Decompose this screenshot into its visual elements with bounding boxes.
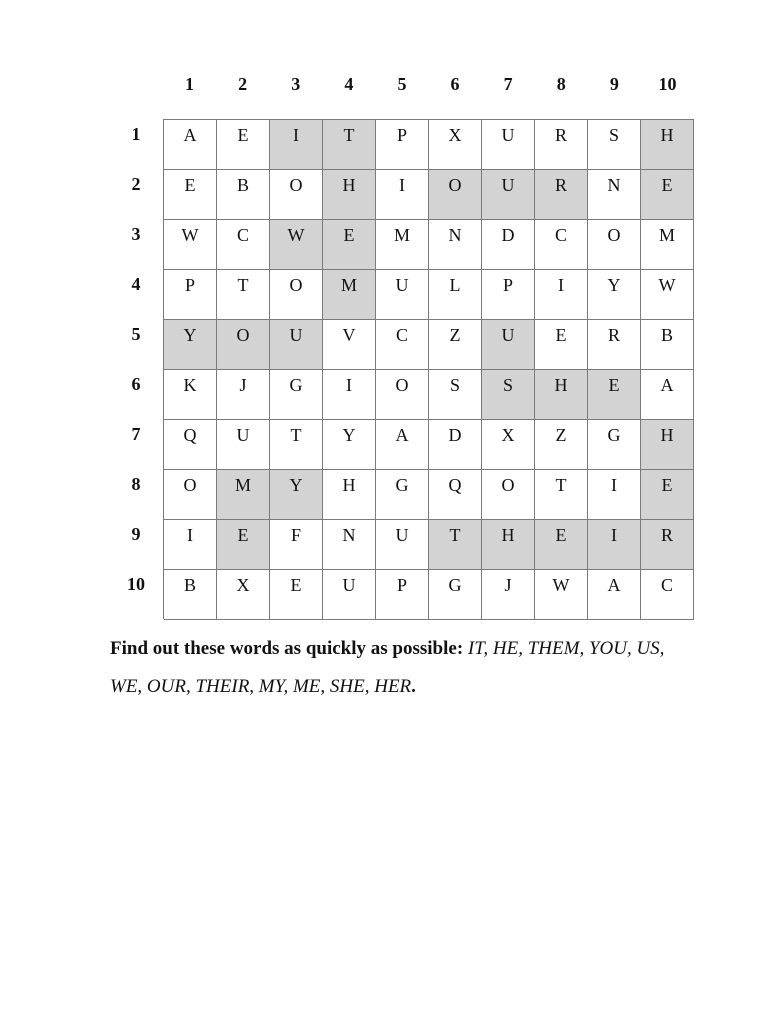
grid-cell-r9-c2: E — [217, 520, 270, 570]
instruction-period: . — [411, 676, 416, 697]
grid-cell-r7-c7: X — [482, 420, 535, 470]
grid-cell-r9-c9: I — [588, 520, 641, 570]
grid-cell-r3-c10: M — [641, 220, 694, 270]
grid-cell-r6-c2: J — [217, 370, 270, 420]
grid-cell-r4-c10: W — [641, 270, 694, 320]
row-header-5: 5 — [131, 324, 141, 344]
grid-cell-r6-c6: S — [429, 370, 482, 420]
grid-cell-r2-c9: N — [588, 170, 641, 220]
grid-cell-r3-c9: O — [588, 220, 641, 270]
grid-cell-r4-c1: P — [164, 270, 217, 320]
grid-cell-r6-c8: H — [535, 370, 588, 420]
grid-cell-r9-c6: T — [429, 520, 482, 570]
grid-cell-r4-c5: U — [376, 270, 429, 320]
grid-cell-r2-c2: B — [217, 170, 270, 220]
grid-cell-r1-c9: S — [588, 120, 641, 170]
grid-cell-r1-c1: A — [164, 120, 217, 170]
row-header-6: 6 — [131, 374, 141, 394]
grid-cell-r1-c7: U — [482, 120, 535, 170]
grid-cell-r4-c6: L — [429, 270, 482, 320]
grid-cell-r7-c9: G — [588, 420, 641, 470]
column-header-10: 10 — [658, 74, 677, 94]
grid-cell-r2-c3: O — [270, 170, 323, 220]
grid-cell-r5-c1: Y — [164, 320, 217, 370]
grid-cell-r8-c9: I — [588, 470, 641, 520]
grid-cell-r6-c7: S — [482, 370, 535, 420]
grid-cell-r5-c8: E — [535, 320, 588, 370]
row-header-8: 8 — [131, 474, 141, 494]
row-header-2: 2 — [131, 174, 141, 194]
row-header-1: 1 — [131, 124, 141, 144]
grid-cell-r7-c8: Z — [535, 420, 588, 470]
grid-cell-r4-c9: Y — [588, 270, 641, 320]
column-header-2: 2 — [238, 74, 248, 94]
grid-cell-r1-c10: H — [641, 120, 694, 170]
grid-cell-r8-c10: E — [641, 470, 694, 520]
column-header-5: 5 — [397, 74, 407, 94]
grid-cell-r7-c2: U — [217, 420, 270, 470]
grid-cell-r2-c6: O — [429, 170, 482, 220]
grid-cell-r10-c5: P — [376, 570, 429, 620]
grid-cell-r5-c6: Z — [429, 320, 482, 370]
grid-cell-r7-c3: T — [270, 420, 323, 470]
column-header-1: 1 — [185, 74, 195, 94]
grid-cell-r3-c7: D — [482, 220, 535, 270]
grid-cell-r3-c1: W — [164, 220, 217, 270]
grid-cell-r10-c9: A — [588, 570, 641, 620]
row-header-4: 4 — [131, 274, 141, 294]
grid-cell-r1-c2: E — [217, 120, 270, 170]
column-header-4: 4 — [344, 74, 354, 94]
grid-cell-r2-c7: U — [482, 170, 535, 220]
column-header-3: 3 — [291, 74, 301, 94]
grid-cell-r3-c2: C — [217, 220, 270, 270]
grid-cell-r1-c3: I — [270, 120, 323, 170]
grid-cell-r9-c3: F — [270, 520, 323, 570]
column-header-9: 9 — [609, 74, 619, 94]
grid-cell-r6-c5: O — [376, 370, 429, 420]
grid-cell-r10-c2: X — [217, 570, 270, 620]
grid-cell-r10-c3: E — [270, 570, 323, 620]
grid-cell-r5-c7: U — [482, 320, 535, 370]
grid-cell-r3-c6: N — [429, 220, 482, 270]
grid-cell-r4-c7: P — [482, 270, 535, 320]
grid-cell-r9-c1: I — [164, 520, 217, 570]
grid-cell-r10-c6: G — [429, 570, 482, 620]
grid-cell-r3-c3: W — [270, 220, 323, 270]
grid-cell-r4-c2: T — [217, 270, 270, 320]
grid-cell-r6-c10: A — [641, 370, 694, 420]
grid-cell-r4-c4: M — [323, 270, 376, 320]
grid-cell-r2-c5: I — [376, 170, 429, 220]
grid-cell-r2-c4: H — [323, 170, 376, 220]
grid-cell-r9-c7: H — [482, 520, 535, 570]
grid-cell-r10-c8: W — [535, 570, 588, 620]
grid-cell-r5-c4: V — [323, 320, 376, 370]
grid-cell-r5-c2: O — [217, 320, 270, 370]
grid-cell-r2-c10: E — [641, 170, 694, 220]
grid-cell-r1-c5: P — [376, 120, 429, 170]
grid-cell-r8-c7: O — [482, 470, 535, 520]
grid-cell-r4-c8: I — [535, 270, 588, 320]
grid-cell-r2-c8: R — [535, 170, 588, 220]
row-header-3: 3 — [131, 224, 141, 244]
grid-cell-r3-c5: M — [376, 220, 429, 270]
grid-cell-r5-c9: R — [588, 320, 641, 370]
grid-cell-r1-c8: R — [535, 120, 588, 170]
grid-cell-r10-c7: J — [482, 570, 535, 620]
grid-cell-r10-c4: U — [323, 570, 376, 620]
grid-cell-r8-c1: O — [164, 470, 217, 520]
grid-cell-r8-c8: T — [535, 470, 588, 520]
instruction-text — [110, 630, 700, 706]
grid-cell-r10-c1: B — [164, 570, 217, 620]
row-header-7: 7 — [131, 424, 141, 444]
grid-cell-r3-c4: E — [323, 220, 376, 270]
grid-cell-r5-c10: B — [641, 320, 694, 370]
grid-cell-r9-c4: N — [323, 520, 376, 570]
grid-cell-r7-c6: D — [429, 420, 482, 470]
word-search-grid — [163, 119, 694, 619]
grid-cell-r5-c3: U — [270, 320, 323, 370]
grid-cell-r6-c4: I — [323, 370, 376, 420]
grid-cell-r5-c5: C — [376, 320, 429, 370]
grid-cell-r7-c1: Q — [164, 420, 217, 470]
row-header-9: 9 — [131, 524, 141, 544]
column-headers — [163, 72, 694, 96]
grid-cell-r4-c3: O — [270, 270, 323, 320]
word-list: IT, HE, THEM, YOU, US, WE, OUR, THEIR, MY, ME, SHE, HER — [110, 638, 665, 697]
grid-cell-r2-c1: E — [164, 170, 217, 220]
grid-cell-r3-c8: C — [535, 220, 588, 270]
row-header-10: 10 — [127, 574, 145, 594]
grid-cell-r1-c4: T — [323, 120, 376, 170]
row-headers — [112, 119, 160, 619]
column-header-8: 8 — [556, 74, 566, 94]
grid-cell-r8-c4: H — [323, 470, 376, 520]
instruction-lead: Find out these words as quickly as possible: — [110, 638, 464, 659]
grid-cell-r8-c5: G — [376, 470, 429, 520]
grid-cell-r8-c3: Y — [270, 470, 323, 520]
grid-cell-r10-c10: C — [641, 570, 694, 620]
grid-cell-r7-c5: A — [376, 420, 429, 470]
grid-cell-r9-c10: R — [641, 520, 694, 570]
grid-cell-r6-c9: E — [588, 370, 641, 420]
grid-cell-r6-c3: G — [270, 370, 323, 420]
column-header-7: 7 — [503, 74, 513, 94]
column-header-6: 6 — [450, 74, 460, 94]
grid-cell-r9-c5: U — [376, 520, 429, 570]
grid-cell-r7-c4: Y — [323, 420, 376, 470]
grid-cell-r6-c1: K — [164, 370, 217, 420]
grid-cell-r9-c8: E — [535, 520, 588, 570]
grid-cell-r7-c10: H — [641, 420, 694, 470]
grid-cell-r8-c6: Q — [429, 470, 482, 520]
grid-cell-r8-c2: M — [217, 470, 270, 520]
grid-cell-r1-c6: X — [429, 120, 482, 170]
